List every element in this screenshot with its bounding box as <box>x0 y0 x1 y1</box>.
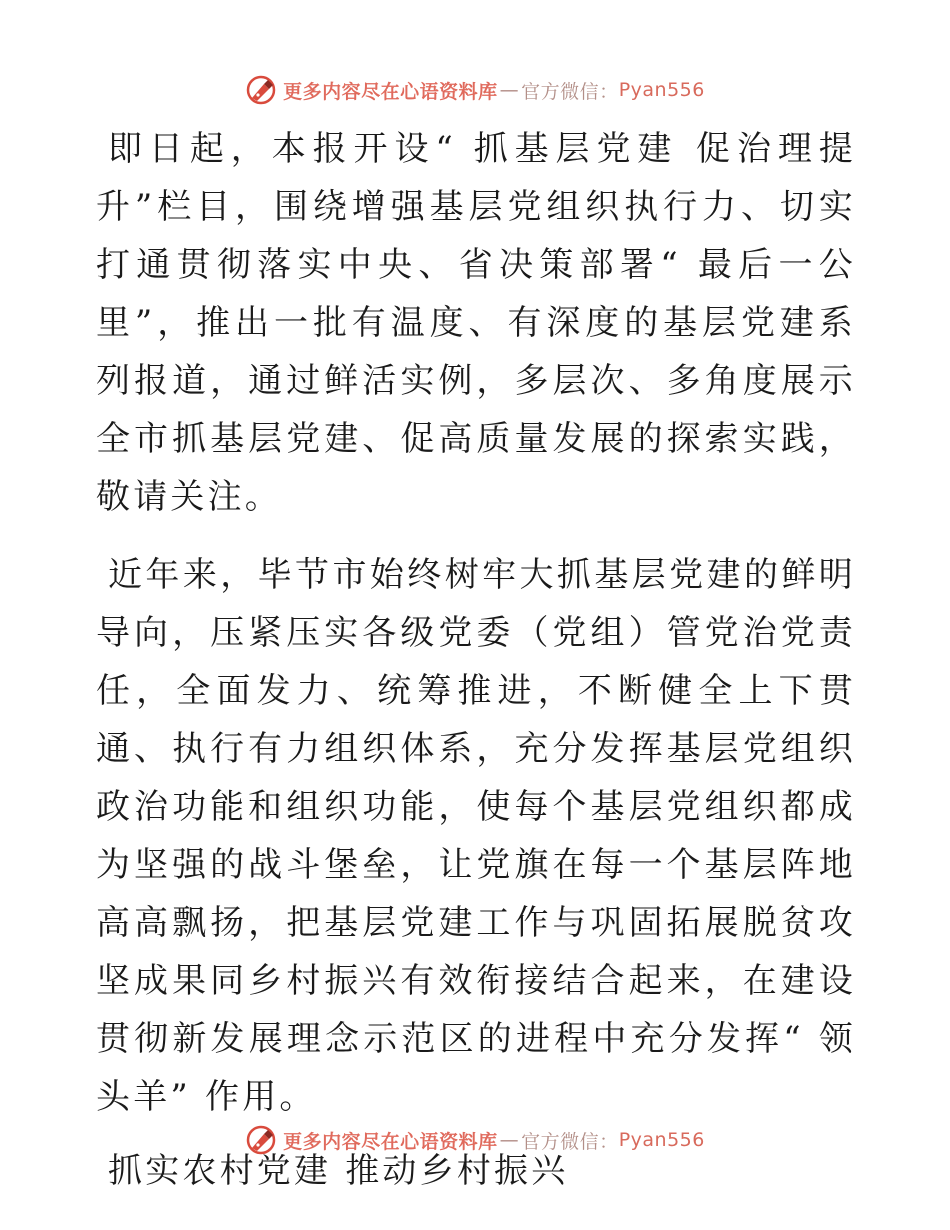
watermark-official: 官方微信： <box>521 1130 619 1153</box>
watermark-dash: — <box>499 1129 520 1151</box>
pen-logo-icon <box>245 74 277 106</box>
watermark-dash: — <box>499 79 520 101</box>
watermark-wechat-id: Pyan556 <box>618 79 705 101</box>
watermark-official: 官方微信： <box>521 80 619 103</box>
watermark-header <box>0 70 950 110</box>
watermark-prefix: 更多内容尽在心语资料库 <box>283 80 498 103</box>
watermark-footer <box>0 1120 950 1160</box>
article-body <box>96 120 856 1200</box>
watermark-text <box>283 1127 705 1154</box>
watermark-text <box>283 77 705 104</box>
section-heading: 抓实农村党建 推动乡村振兴 <box>108 1151 569 1191</box>
pen-logo-icon <box>245 1124 277 1156</box>
watermark-wechat-id: Pyan556 <box>618 1129 705 1151</box>
article-paragraph-main: 近年来，毕节市始终树牢大抓基层党建的鲜明导向，压紧压实各级党委（党组）管党治党责任，全面发力、统筹推进，不断健全上下贯通、执行有力组织体系，充分发挥基层党组织政治功能和组织功能，使每个基层党组织都成为坚强的战斗堡垒，让党旗在每一个基层阵地高高飘扬，把基层党建工作与巩固拓展脱贫攻坚成果同乡村振兴有效衔接结合起来，在建设贯彻新发展理念示范区的进程中充分发挥“ 领头羊” 作用。 <box>96 555 856 1117</box>
watermark-prefix: 更多内容尽在心语资料库 <box>283 1130 498 1153</box>
article-paragraph-intro: 即日起，本报开设“ 抓基层党建 促治理提升”栏目，围绕增强基层党组织执行力、切实打通贯彻落实中央、省决策部署“ 最后一公里”，推出一批有温度、有深度的基层党建系列报道，通过鲜活实例，多层次、多角度展示全市抓基层党建、促高质量发展的探索实践，敬请关注。 <box>96 129 856 517</box>
